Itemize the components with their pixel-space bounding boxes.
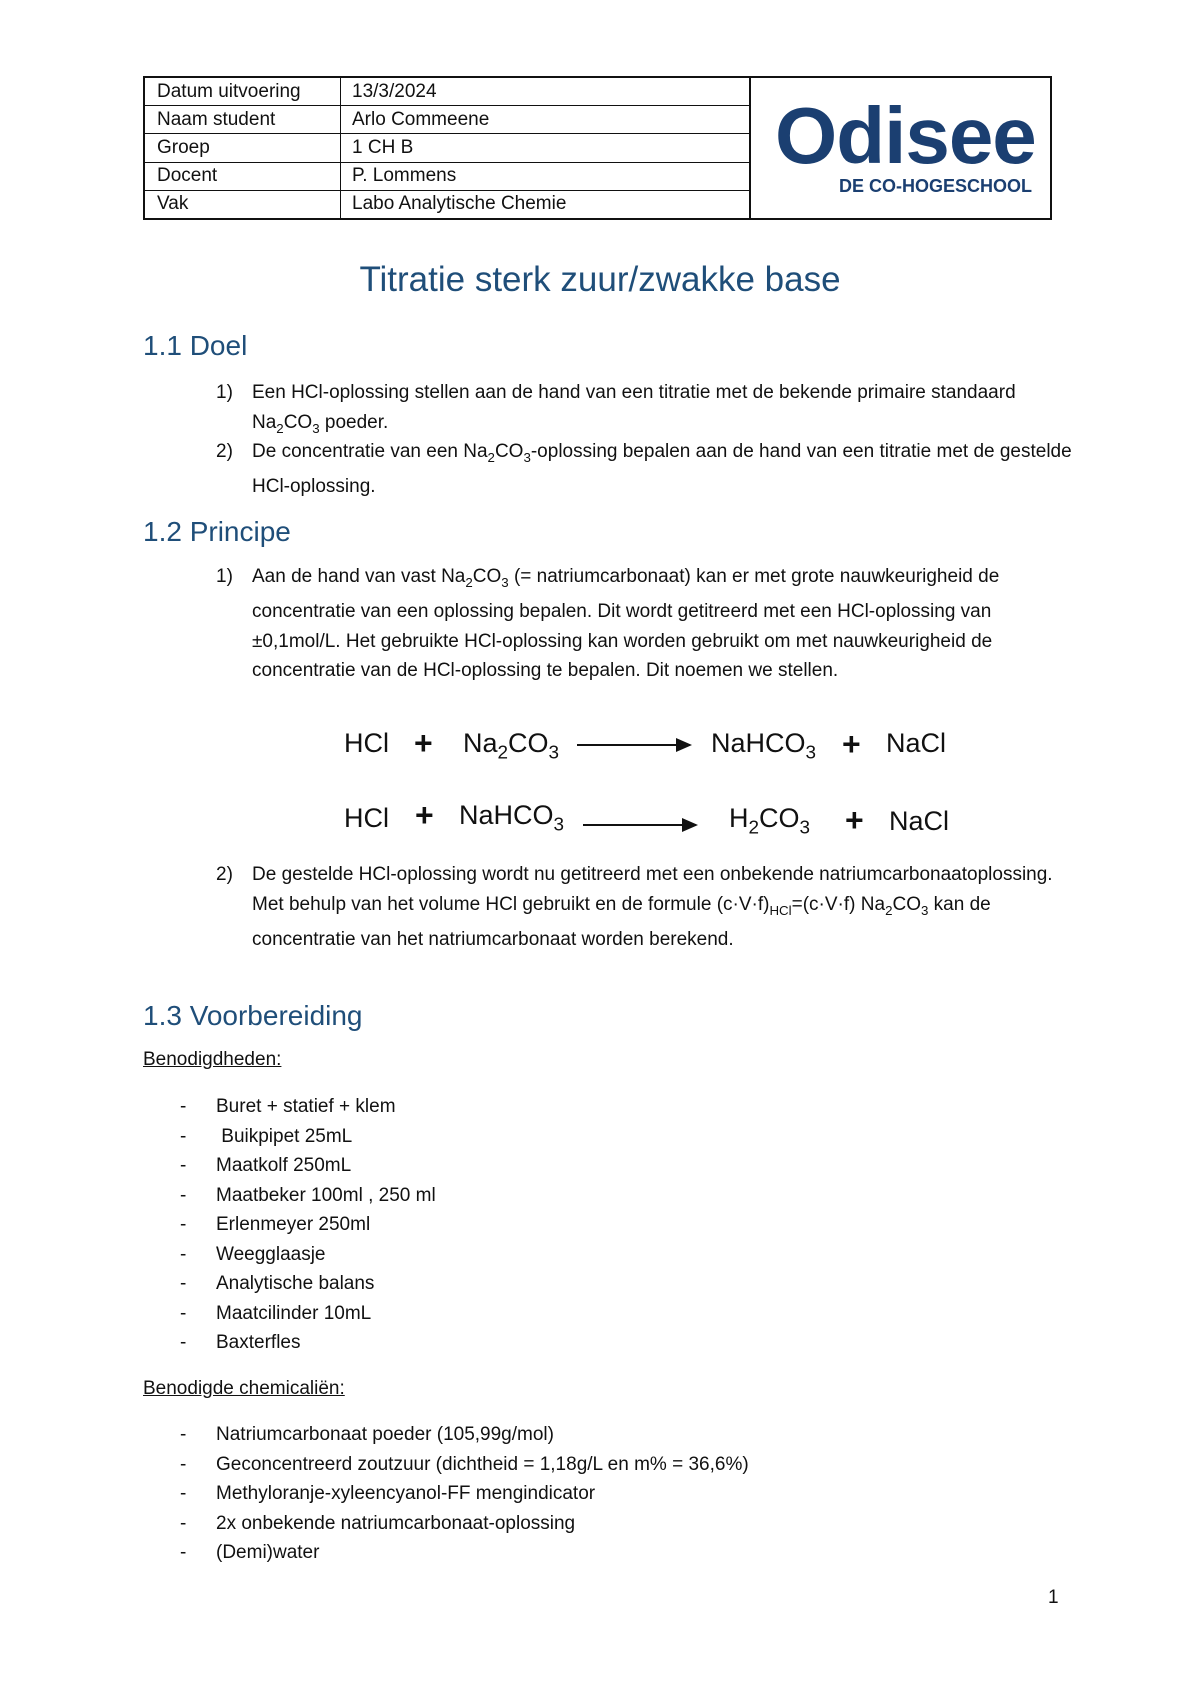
subscript: 2: [487, 449, 495, 465]
info-label: Groep: [145, 134, 341, 161]
text: poeder.: [319, 411, 389, 433]
formula-part: Na: [463, 728, 498, 758]
list-item: - Maatcilinder 10mL: [180, 1299, 436, 1329]
section-heading-doel: 1.1 Doel: [143, 330, 248, 361]
odisee-logo: [751, 78, 1050, 218]
section-heading-principe: 1.2 Principe: [143, 516, 291, 547]
list-item: - Erlenmeyer 250ml: [180, 1210, 436, 1240]
list-number: 1): [216, 382, 233, 403]
reactant-hcl: HCl: [344, 728, 389, 758]
doel-item-1: [252, 378, 1072, 443]
info-row-student: [145, 106, 749, 134]
info-label: Docent: [145, 163, 341, 190]
subscript: 2: [748, 817, 760, 839]
principe-item-1: [252, 562, 1072, 686]
text: (= natriumcarbonaat) kan er met grote nauwkeurigheid de concentratie van een oplossing bepalen. Dit wordt getitreerd met een HCl-oplossing van ±0,1mol/L. Het gebruikte HCl-oplossing kan worden gebruikt om met nauwkeurigheid de concentratie van de HCl-oplossing te bepalen. Dit noemen we stellen.: [252, 566, 1000, 682]
subscript: 2: [885, 902, 893, 918]
info-row-course: [145, 191, 749, 218]
reaction-equation-2: [330, 797, 1050, 853]
list-item: - 2x onbekende natriumcarbonaat-oplossing: [180, 1509, 749, 1539]
info-label: Datum uitvoering: [145, 78, 341, 105]
info-value: 13/3/2024: [352, 80, 437, 102]
principe-item-2: [252, 860, 1072, 954]
info-value: Labo Analytische Chemie: [352, 193, 567, 215]
reaction-equation-1: [330, 725, 1050, 778]
product-nahco3: [711, 728, 816, 764]
reactant-hcl: HCl: [344, 803, 389, 833]
plus-sign: +: [415, 797, 434, 833]
reactant-na2co3: [463, 728, 559, 764]
info-row-teacher: [145, 163, 749, 191]
list-number: 2): [216, 864, 233, 885]
logo-tagline: DE CO-HOGESCHOOL: [839, 176, 1033, 196]
subscript: 3: [920, 902, 929, 918]
plus-sign: +: [842, 726, 861, 762]
formula-part: NaHCO: [459, 800, 554, 830]
text: De gestelde HCl-oplossing wordt nu getitreerd met een onbekende natriumcarbonaatoplossing. Met behulp van het volume HCl gebruikt en de formule (c·V·f): [252, 864, 1053, 915]
list-number: 1): [216, 566, 233, 587]
formula-part: NaHCO: [711, 728, 806, 758]
formula-part: CO: [759, 803, 800, 833]
benodigdheden-label: Benodigdheden:: [143, 1049, 282, 1070]
text: CO: [472, 566, 502, 587]
plus-sign: +: [414, 725, 433, 761]
text: CO: [892, 893, 921, 915]
product-h2co3: [729, 803, 810, 839]
list-item: - Natriumcarbonaat poeder (105,99g/mol): [180, 1420, 749, 1450]
list-item: - Buikpipet 25mL: [180, 1122, 436, 1152]
list-item: - Buret + statief + klem: [180, 1092, 436, 1122]
subscript: 3: [553, 814, 565, 836]
product-nacl: NaCl: [889, 806, 950, 836]
doel-item-2: [252, 437, 1072, 502]
formula-part: H: [729, 803, 749, 833]
info-table: [145, 78, 751, 218]
reactant-nahco3: [459, 800, 564, 836]
subscript: 3: [805, 742, 817, 764]
info-row-group: [145, 134, 749, 162]
product-nacl: NaCl: [886, 728, 947, 758]
info-value: 1 CH B: [352, 137, 414, 158]
text: =(c·V·f) Na: [791, 893, 886, 915]
subscript: 3: [548, 742, 560, 764]
subscript: 2: [276, 420, 284, 436]
benodigdheden-list: [180, 1092, 436, 1358]
subscript: 3: [799, 817, 811, 839]
reaction-arrow: [583, 824, 696, 826]
text: -oplossing bepalen aan de hand van een titratie met de gestelde HCl-oplossing.: [252, 441, 1072, 498]
info-label: Vak: [145, 191, 341, 218]
list-item: - Analytische balans: [180, 1269, 436, 1299]
info-value: Arlo Commeene: [352, 108, 490, 130]
subscript: 3: [312, 420, 320, 436]
list-item: - Methyloranje-xyleencyanol-FF mengindicator: [180, 1479, 749, 1509]
subscript: 2: [497, 742, 509, 764]
text: CO: [283, 411, 313, 433]
text: Aan de hand van vast Na: [252, 566, 466, 587]
chemicalien-list: [180, 1420, 749, 1568]
text: Een HCl-oplossing stellen aan de hand van een titratie met de bekende primaire standaard Na: [252, 382, 1016, 433]
info-row-date: [145, 78, 749, 106]
formula-part: CO: [508, 728, 549, 758]
text: CO: [494, 441, 524, 462]
list-item: - Maatkolf 250mL: [180, 1151, 436, 1181]
page-number: 1: [1048, 1587, 1059, 1608]
list-item: - Baxterfles: [180, 1328, 436, 1358]
text: De concentratie van een Na: [252, 441, 488, 462]
logo-wordmark: Odisee: [775, 91, 1036, 180]
subscript: 2: [465, 574, 473, 590]
text: kan de concentratie van het natriumcarbonaat worden berekend.: [252, 893, 991, 950]
subscript: 3: [523, 449, 531, 465]
list-item: - Weegglaasje: [180, 1240, 436, 1270]
chemicalien-label: Benodigde chemicaliën:: [143, 1378, 345, 1399]
section-heading-voorbereiding: 1.3 Voorbereiding: [143, 1000, 363, 1031]
list-item: - Maatbeker 100ml , 250 ml: [180, 1181, 436, 1211]
list-item: - Geconcentreerd zoutzuur (dichtheid = 1,18g/L en m% = 36,6%): [180, 1450, 749, 1480]
subscript: HCl: [769, 902, 792, 918]
header-table: [143, 76, 1052, 220]
info-label: Naam student: [145, 106, 341, 133]
info-value: P. Lommens: [352, 165, 457, 187]
list-number: 2): [216, 441, 233, 462]
plus-sign: +: [845, 802, 864, 838]
page-title: Titratie sterk zuur/zwakke base: [359, 260, 841, 299]
list-item: - (Demi)water: [180, 1538, 749, 1568]
reaction-arrow: [577, 744, 690, 746]
subscript: 3: [501, 574, 509, 590]
